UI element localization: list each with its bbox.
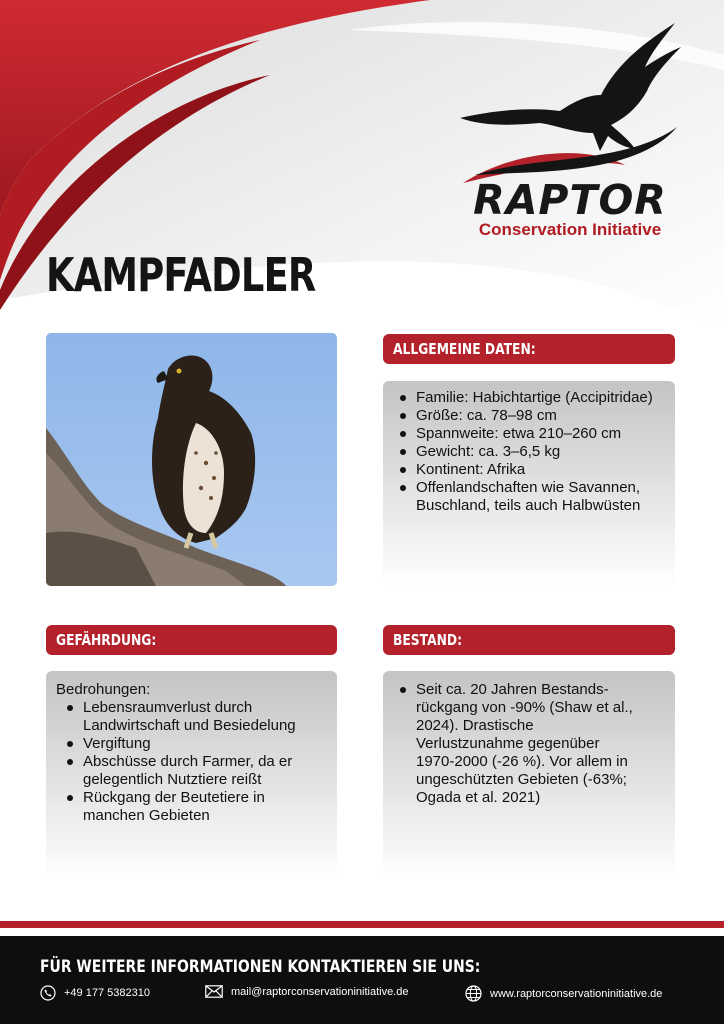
list-item: Vergiftung [56,735,325,753]
footer [0,936,724,1024]
logo-wordmark: RAPTOR [473,176,667,224]
list-item: Größe: ca. 78–98 cm [389,407,667,425]
threats-header: GEFÄHRDUNG: [46,625,337,655]
footer-title: FÜR WEITERE INFORMATIONEN KONTAKTIEREN SIE UNS: [40,957,481,977]
general-data-list [389,389,667,515]
eagle-photo [46,333,337,586]
general-data-card [383,381,675,586]
phone-icon [40,985,56,1001]
website-url: www.raptorconservationinitiative.de [490,987,663,1000]
list-item: Lebensraumverlust durch Landwirtschaft und Besiedelung [56,699,325,735]
contact-website[interactable] [465,985,662,1002]
threats-card [46,671,337,881]
mail-icon [205,985,223,998]
list-item: Spannweite: etwa 210–260 cm [389,425,667,443]
population-list [389,681,635,807]
threats-list [56,699,325,825]
phone-number: +49 177 5382310 [64,987,150,999]
globe-icon [465,985,482,1002]
list-item: Familie: Habichtartige (Accipitridae) [389,389,667,407]
page-title: KAMPFADLER [46,248,316,302]
email-address: mail@raptorconservationinitiative.de [231,985,409,998]
list-item: Seit ca. 20 Jahren Bestands-rückgang von -90% (Shaw et al., 2024). Drastische Verlustzunahme gegenüber 1970-2000 (-26 %). Vor allem in ungeschützten Gebieten (-63%; Ogada et al. 2021) [389,681,635,807]
contact-phone[interactable] [40,985,150,1001]
general-data-header: ALLGEMEINE DATEN: [383,334,675,364]
population-card [383,671,675,881]
list-item: Offenlandschaften wie Savannen, Buschland, teils auch Halbwüsten [389,479,667,515]
list-item: Abschüsse durch Farmer, da er gelegentlich Nutztiere reißt [56,753,325,789]
population-header: BESTAND: [383,625,675,655]
list-item: Rückgang der Beutetiere in manchen Gebieten [56,789,325,825]
list-item: Kontinent: Afrika [389,461,667,479]
list-item: Gewicht: ca. 3–6,5 kg [389,443,667,461]
threats-intro: Bedrohungen: [56,681,151,698]
contact-email[interactable] [205,985,408,998]
logo-subtitle: Conservation Initiative [478,220,662,239]
